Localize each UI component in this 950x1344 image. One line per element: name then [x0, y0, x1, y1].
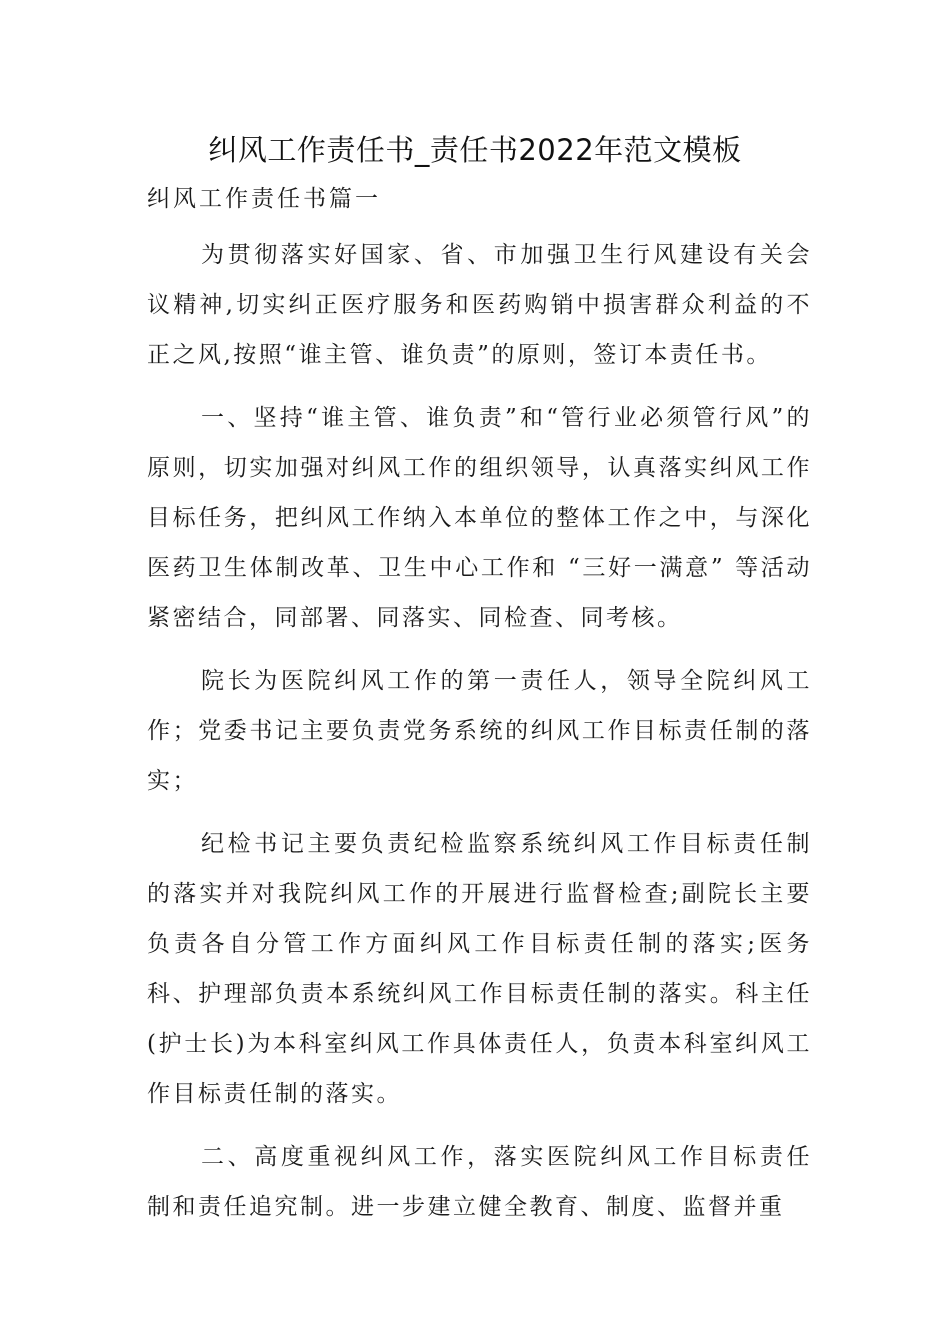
paragraph-5: 二、高度重视纠风工作，落实医院纠风工作目标责任制和责任追究制。进一步建立健全教育、制度、监督并重: [147, 1144, 812, 1220]
paragraph-4: 纪检书记主要负责纪检监察系统纠风工作目标责任制的落实并对我院纠风工作的开展进行监督检查;副院长主要负责各自分管工作方面纠风工作目标责任制的落实;医务科、护理部负责本系统纠风工作目标责任制的落实。科主任(护士长)为本科室纠风工作具体责任人，负责本科室纠风工作目标责任制的落实。: [147, 831, 812, 1107]
paragraph-1: 为贯彻落实好国家、省、市加强卫生行风建设有关会议精神,切实纠正医疗服务和医药购销中损害群众利益的不正之风,按照“谁主管、谁负责”的原则，签订本责任书。: [147, 242, 812, 368]
paragraph-3: 院长为医院纠风工作的第一责任人，领导全院纠风工作；党委书记主要负责党务系统的纠风工作目标责任制的落实；: [147, 668, 812, 794]
document-body: [147, 230, 812, 1232]
paragraph-2: 一、坚持“谁主管、谁负责”和“管行业必须管行风”的原则，切实加强对纠风工作的组织领导，认真落实纠风工作目标任务，把纠风工作纳入本单位的整体工作之中，与深化医药卫生体制改革、卫生中心工作和 “三好一满意” 等活动紧密结合，同部署、同落实、同检查、同考核。: [147, 405, 812, 631]
section-subtitle: 纠风工作责任书篇一: [147, 186, 381, 212]
document-title: 纠风工作责任书_责任书2022年范文模板: [208, 133, 742, 167]
